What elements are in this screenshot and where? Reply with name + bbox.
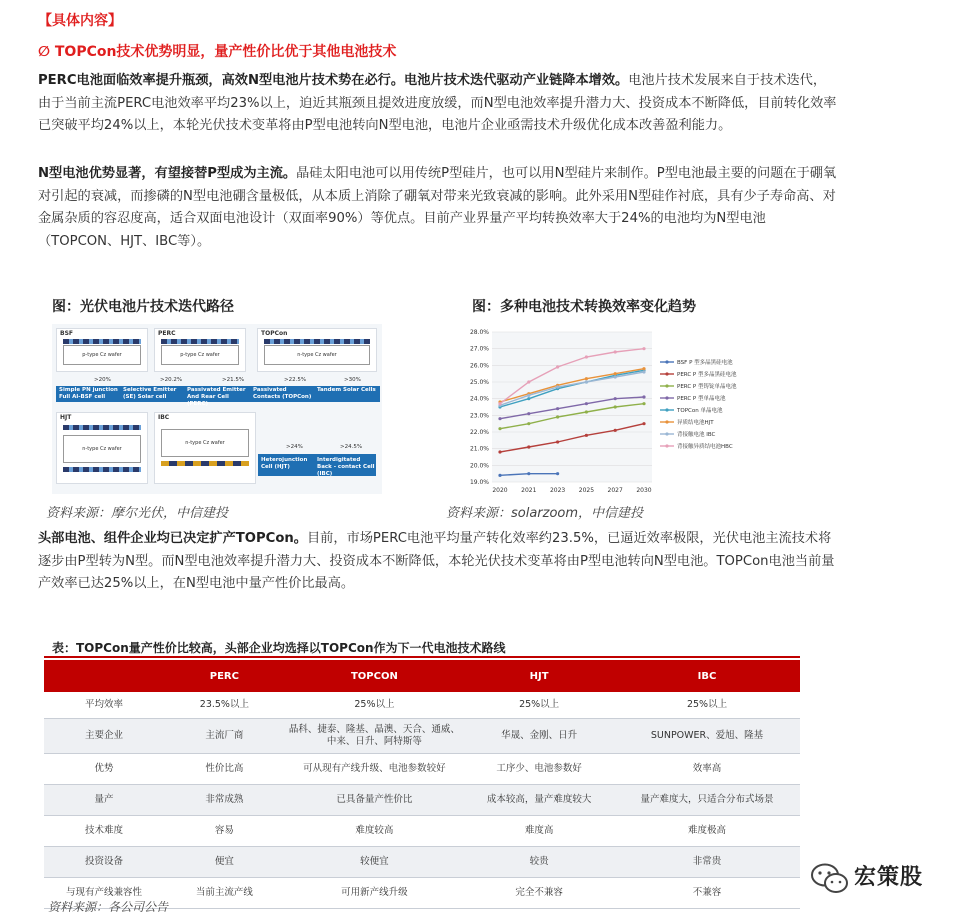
efficiency-label: >20.2% <box>160 377 183 383</box>
cell-perc <box>154 328 246 372</box>
table-cell: 容易 <box>164 816 285 847</box>
table-cell: 较贵 <box>464 847 614 878</box>
cell-ibc-label: IBC <box>158 414 170 421</box>
x-tick-label: 2021 <box>521 487 537 494</box>
table-header-cell: HJT <box>464 660 614 692</box>
data-point <box>527 422 530 425</box>
plot-area <box>492 332 652 482</box>
y-tick-label: 25.0% <box>469 379 489 386</box>
front-contact-strip <box>264 339 370 344</box>
data-point <box>527 380 530 383</box>
x-tick-label: 2020 <box>492 487 508 494</box>
efficiency-label: >22.5% <box>284 377 307 383</box>
y-tick-label: 28.0% <box>469 329 489 336</box>
y-tick-label: 20.0% <box>469 462 489 470</box>
figure-efficiency-trend <box>446 296 772 521</box>
legend-entry: PERC P 型多晶黑硅电池 <box>677 372 737 378</box>
data-point <box>614 429 617 432</box>
legend-entry: 背接触电池 IBC <box>677 432 716 438</box>
figure-2-source: 资料来源：solarzoom，中信建投 <box>446 506 644 521</box>
table-cell: 可从现有产线升级、电池参数较好 <box>285 754 465 785</box>
table-cell: 便宜 <box>164 847 285 878</box>
table-row <box>44 692 800 719</box>
section-tag: 【具体内容】 <box>38 13 122 29</box>
paragraph-3-lead: 头部电池、组件企业均已决定扩产TOPCon。 <box>38 531 307 546</box>
data-point <box>642 370 645 373</box>
data-point <box>585 434 588 437</box>
table-row-label: 技术难度 <box>44 816 164 847</box>
table-cell: 较便宜 <box>285 847 465 878</box>
y-tick-label: 19.0% <box>469 479 489 486</box>
efficiency-label: >21.5% <box>222 377 245 383</box>
x-tick-label: 2027 <box>607 487 623 494</box>
bullet-title: ∅ TOPCon技术优势明显，量产性价比优于其他电池技术 <box>38 44 397 60</box>
data-point <box>498 427 501 430</box>
data-point <box>642 367 645 370</box>
paragraph-1 <box>38 70 838 138</box>
data-point <box>498 474 501 477</box>
y-tick-label: 21.0% <box>469 445 489 453</box>
legend-marker <box>665 396 668 399</box>
data-point <box>527 394 530 397</box>
data-point <box>498 402 501 405</box>
roadmap-step: Tandem Solar Cells <box>317 387 376 393</box>
y-tick-label: 22.0% <box>469 429 489 436</box>
roadmap-step: Passivated Contacts (TOPCon) <box>253 387 312 400</box>
x-tick-label: 2025 <box>578 487 595 494</box>
table-cell: 当前主流产线 <box>164 878 285 909</box>
table-cell: 难度高 <box>464 816 614 847</box>
table-row <box>44 785 800 816</box>
wechat-icon <box>810 862 850 896</box>
data-point <box>585 355 588 358</box>
data-point <box>614 397 617 400</box>
data-point <box>498 417 501 420</box>
table-row-label: 优势 <box>44 754 164 785</box>
front-contact-strip <box>63 425 141 430</box>
legend-marker <box>665 420 668 423</box>
y-tick-label: 23.0% <box>469 412 489 420</box>
legend-marker <box>665 432 668 435</box>
legend-marker <box>665 360 668 363</box>
cell-topcon-label: TOPCon <box>261 330 288 337</box>
roadmap-step: Interdigitated Back - contact Cell (IBC) <box>317 457 375 477</box>
data-point <box>556 365 559 368</box>
paragraph-2-text: 晶硅太阳电池可以用传统P型硅片，也可以用N型硅片来制作。P型电池最主要的问题在于硼氧对引起的衰减，而掺磷的N型电池硼含量极低，从本质上消除了硼氧对带来光致衰减的影响。此外采用N型硅作衬底，具有少子寿命高、对金属杂质的容忍度高，适合双面电池设计（双面率90%）等优点。目前产业界量产平均转换效率大于24%的电池均为N型电池（TOPCON、HJT、IBC等）。 <box>38 166 837 249</box>
roadmap-step: Simple PN junction Full Al-BSF cell <box>59 387 118 400</box>
table-cell: 华晟、金刚、日升 <box>464 719 614 754</box>
legend-entry: PERC P 型单晶电池 <box>677 396 726 402</box>
efficiency-label: >24.5% <box>340 444 363 450</box>
efficiency-line-chart <box>462 324 762 499</box>
table-cell: 25%以上 <box>464 692 614 719</box>
legend-entry: 背接触异质结电池HBC <box>677 444 733 450</box>
wafer-layer: p-type Cz wafer <box>161 345 239 365</box>
data-point <box>585 410 588 413</box>
data-point <box>642 402 645 405</box>
legend-marker <box>665 444 668 447</box>
efficiency-label: >30% <box>344 377 361 383</box>
table-cell: 难度极高 <box>614 816 800 847</box>
cell-hjt-label: HJT <box>60 414 72 421</box>
x-tick-label: 2023 <box>549 487 566 494</box>
legend-marker <box>665 384 668 387</box>
data-point <box>585 380 588 383</box>
table-cell: 成本较高，量产难度较大 <box>464 785 614 816</box>
table-row-label: 投资设备 <box>44 847 164 878</box>
wafer-layer: p-type Cz wafer <box>63 345 141 365</box>
cell-hjt <box>56 412 148 484</box>
table-cell: 完全不兼容 <box>464 878 614 909</box>
table-cell: 非常成熟 <box>164 785 285 816</box>
data-point <box>556 407 559 410</box>
rear-contact-strip <box>161 461 249 466</box>
legend-entry: 异质结电池HJT <box>677 420 714 426</box>
data-point <box>556 472 559 475</box>
wafer-layer: n-type Cz wafer <box>63 435 141 463</box>
table-cell: 非常贵 <box>614 847 800 878</box>
roadmap-step: Selective Emitter (SE) Solar cell <box>123 387 177 400</box>
figure-2-title: 图：多种电池技术转换效率变化趋势 <box>472 299 696 315</box>
table-row-label: 与现有产线兼容性 <box>44 878 164 909</box>
front-contact-strip <box>63 339 141 344</box>
efficiency-label: >20% <box>94 377 111 383</box>
watermark-name: 宏策股 <box>854 865 924 890</box>
paragraph-1-text: 电池片技术发展来自于技术迭代，由于当前主流PERC电池效率平均23%以上，迫近其瓶颈且提效进度放缓，而N型电池效率提升潜力大、投资成本不断降低，目前转化效率已突破平均24%以上，本轮光伏技术变革将由P型电池转向N型电池，电池片企业亟需技术升级优化成本改善盈利能力。 <box>38 73 837 133</box>
table-row-label: 量产 <box>44 785 164 816</box>
y-tick-label: 26.0% <box>469 362 489 370</box>
rear-contact-strip <box>63 467 141 472</box>
data-point <box>614 350 617 353</box>
table-cell: 晶科、捷泰、隆基、晶澳、天合、通威、中来、日升、阿特斯等 <box>285 719 465 754</box>
cell-bsf-label: BSF <box>60 330 73 337</box>
table-row-label: 主要企业 <box>44 719 164 754</box>
table-cell: 25%以上 <box>614 692 800 719</box>
table-cell: SUNPOWER、爱旭、隆基 <box>614 719 800 754</box>
cell-topcon <box>257 328 377 372</box>
figure-1-title: 图：光伏电池片技术迭代路径 <box>52 299 234 315</box>
data-point <box>585 402 588 405</box>
front-contact-strip <box>161 339 239 344</box>
wafer-layer: n-type Cz wafer <box>161 429 249 457</box>
table-header-cell: TOPCON <box>285 660 465 692</box>
data-point <box>527 397 530 400</box>
wafer-layer: n-type Cz wafer <box>264 345 370 365</box>
wechat-watermark <box>808 858 938 898</box>
table-source: 资料来源：各公司公告 <box>48 900 169 914</box>
paragraph-2-lead: N型电池优势显著，有望接替P型成为主流。 <box>38 166 297 181</box>
data-point <box>642 395 645 398</box>
table-title-rule <box>44 656 800 658</box>
paragraph-3-text: 目前，市场PERC电池平均量产转化效率约23.5%，已逼近效率极限，光伏电池主流技术将逐步由P型转为N型。而N型电池效率提升潜力大、投资成本不断降低，本轮光伏技术变革将由P型电池转向N型电池。TOPCon电池当前量产效率已达25%以上，在N型电池中量产性价比最高。 <box>38 531 835 591</box>
paragraph-3 <box>38 528 838 596</box>
table-cell: 量产难度大，只适合分布式场景 <box>614 785 800 816</box>
table-header-cell: IBC <box>614 660 800 692</box>
roadmap-step: Passivated Emitter And Rear Cell (PERC) <box>187 387 246 407</box>
data-point <box>556 385 559 388</box>
paragraph-1-lead: PERC电池面临效率提升瓶颈，高效N型电池片技术势在必行。电池片技术迭代驱动产业链降本增效。 <box>38 73 629 88</box>
table-row <box>44 847 800 878</box>
table-cell: 23.5%以上 <box>164 692 285 719</box>
table-title: 表：TOPCon量产性价比较高，头部企业均选择以TOPCon作为下一代电池技术路线 <box>52 641 506 655</box>
cell-perc-label: PERC <box>158 330 176 337</box>
data-point <box>527 412 530 415</box>
x-tick-label: 2030 <box>636 487 652 494</box>
table-cell: 主流厂商 <box>164 719 285 754</box>
table-cell: 已具备量产性价比 <box>285 785 465 816</box>
data-point <box>642 347 645 350</box>
table-row <box>44 719 800 754</box>
legend-marker <box>665 372 668 375</box>
table-cell: 难度较高 <box>285 816 465 847</box>
table-cell: 性价比高 <box>164 754 285 785</box>
y-tick-label: 27.0% <box>469 345 489 353</box>
efficiency-label: >24% <box>286 444 303 450</box>
table-header-cell: PERC <box>164 660 285 692</box>
table-cell: 不兼容 <box>614 878 800 909</box>
roadmap-step: Heterojunction Cell (HJT) <box>261 457 308 470</box>
paragraph-2 <box>38 163 838 253</box>
legend-marker <box>665 408 668 411</box>
legend-entry: PERC P 型铸锭单晶电池 <box>677 384 737 390</box>
data-point <box>556 440 559 443</box>
legend-entry: TOPCon 单晶电池 <box>677 408 723 414</box>
table-cell: 效率高 <box>614 754 800 785</box>
y-tick-label: 24.0% <box>469 395 489 403</box>
data-point <box>498 450 501 453</box>
data-point <box>614 375 617 378</box>
figure-1-source: 资料来源：摩尔光伏，中信建投 <box>46 506 229 521</box>
table-row <box>44 754 800 785</box>
cell-bsf <box>56 328 148 372</box>
data-point <box>642 422 645 425</box>
data-point <box>585 377 588 380</box>
data-point <box>614 372 617 375</box>
cell-roadmap-diagram <box>52 324 382 494</box>
comparison-table <box>44 660 800 909</box>
table-cell: 可用新产线升级 <box>285 878 465 909</box>
table-cell: 25%以上 <box>285 692 465 719</box>
table-row-label: 平均效率 <box>44 692 164 719</box>
table-header-row <box>44 660 800 692</box>
data-point <box>527 472 530 475</box>
table-row <box>44 816 800 847</box>
data-point <box>556 415 559 418</box>
data-point <box>614 405 617 408</box>
table-cell: 工序少、电池参数好 <box>464 754 614 785</box>
cell-ibc <box>154 412 256 484</box>
data-point <box>527 445 530 448</box>
table-header-cell <box>44 660 164 692</box>
figure-cell-roadmap <box>46 296 388 521</box>
legend-entry: BSF P 型多晶黑硅电池 <box>677 360 733 366</box>
